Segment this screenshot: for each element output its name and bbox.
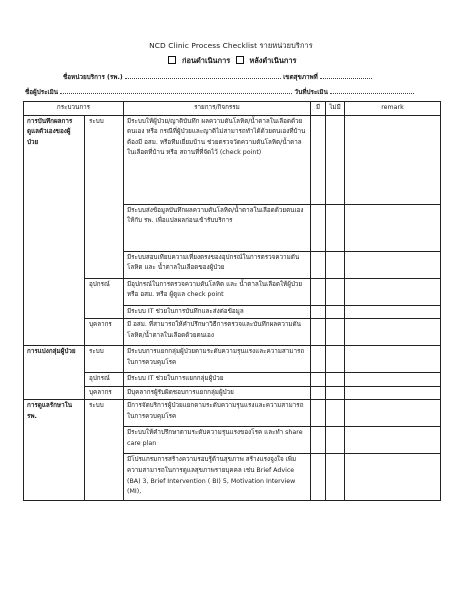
checkbox-before[interactable] [168, 56, 176, 64]
no-checkbox-cell[interactable] [326, 115, 345, 204]
table-row [24, 386, 441, 400]
yes-checkbox-cell[interactable] [311, 400, 326, 427]
yes-checkbox-cell[interactable] [311, 305, 326, 319]
system-cell: ระบบ [85, 400, 124, 501]
page-title: NCD Clinic Process Checklist รายหน่วยบริการ [149, 41, 313, 50]
process-cell: การบันทึกผลการดูแลตัวเองของผู้ป่วย [24, 115, 85, 346]
yes-checkbox-cell[interactable] [311, 319, 326, 346]
date-field[interactable] [330, 87, 414, 94]
assessor-field[interactable] [60, 87, 292, 94]
unit-field[interactable] [125, 72, 281, 79]
yes-checkbox-cell[interactable] [311, 115, 326, 204]
item-cell: มีระบบ IT ช่วยในการแยกกลุ่มผู้ป่วย [124, 373, 311, 387]
header-remark: remark [345, 102, 441, 116]
system-cell: อุปกรณ์ [85, 373, 124, 387]
no-checkbox-cell[interactable] [326, 319, 345, 346]
yes-checkbox-cell[interactable] [311, 346, 326, 373]
system-cell: ระบบ [85, 115, 124, 278]
header-no: ไม่มี [326, 102, 345, 116]
no-checkbox-cell[interactable] [326, 373, 345, 387]
assessor-field-row [25, 87, 414, 97]
option-after-label: หลังดำเนินการ [249, 56, 297, 65]
no-checkbox-cell[interactable] [326, 251, 345, 278]
yes-checkbox-cell[interactable] [311, 386, 326, 400]
remark-cell[interactable] [345, 115, 441, 204]
assessment-options [0, 55, 462, 67]
item-cell: มีบุคลากรผู้รับผิดชอบการแยกกลุ่มผู้ป่วย [124, 386, 311, 400]
table-row [24, 346, 441, 373]
header-process: กระบวนการ [24, 102, 124, 116]
header-yes: มี [311, 102, 326, 116]
item-cell: มีระบบให้ผู้ป่วย/ญาติบันทึก ผลความดันโลหิต/น้ำตาลในเลือดด้วยตนเอง หรือ กรณีที่ผู้ป่วยและญาติไม่สามารถทำได้ด้วยตนเองที่บ้าน ต้องมี อสม. หรือทีมเยี่ยมบ้าน ช่วยตรวจวัดความดันโลหิต/น้ำตาลในเลือดที่บ้าน หรือ สถานที่ที่จัดไว้ (check point) [124, 115, 311, 204]
item-cell: มีระบบให้คำปรึกษาตามระดับความรุนแรงของโรค และทำ share care plan [124, 427, 311, 454]
checkbox-after[interactable] [236, 56, 244, 64]
table-row [24, 115, 441, 204]
remark-cell[interactable] [345, 278, 441, 305]
header-item: รายการ/กิจกรรม [124, 102, 311, 116]
region-field[interactable] [320, 72, 372, 79]
remark-cell[interactable] [345, 427, 441, 454]
no-checkbox-cell[interactable] [326, 278, 345, 305]
item-cell: มีระบบสอบเทียบความเที่ยงตรงของอุปกรณ์ในการตรวจความดันโลหิต และ น้ำตาลในเลือดของผู้ป่วย [124, 251, 311, 278]
no-checkbox-cell[interactable] [326, 386, 345, 400]
yes-checkbox-cell[interactable] [311, 373, 326, 387]
table-row [24, 400, 441, 427]
date-label: วันที่ประเมิน [294, 89, 328, 96]
region-label: เขตสุขภาพที่ [283, 74, 318, 81]
system-cell: อุปกรณ์ [85, 278, 124, 319]
remark-cell[interactable] [345, 346, 441, 373]
system-cell: ระบบ [85, 346, 124, 373]
no-checkbox-cell[interactable] [326, 305, 345, 319]
item-cell: มีอุปกรณ์ในการตรวจความดันโลหิต และ น้ำตาลในเลือดให้ผู้ป่วย หรือ อสม. หรือ ผู้ดูแล check point [124, 278, 311, 305]
table-row [24, 373, 441, 387]
yes-checkbox-cell[interactable] [311, 454, 326, 501]
remark-cell[interactable] [345, 305, 441, 319]
remark-cell[interactable] [345, 454, 441, 501]
yes-checkbox-cell[interactable] [311, 251, 326, 278]
yes-checkbox-cell[interactable] [311, 427, 326, 454]
process-cell: การแบ่งกลุ่มผู้ป่วย [24, 346, 85, 400]
item-cell: มีการจัดบริการผู้ป่วยแยกตามระดับความรุนแรงและความสามารถในการควบคุมโรค [124, 400, 311, 427]
system-cell: บุคลากร [85, 319, 124, 346]
item-cell: มีโปรแกรมการสร้างความรอบรู้ด้านสุขภาพ สร้างแรงจูงใจ เพิ่มความสามารถในการดูแลสุขภาพรายบุคคล เช่น Brief Advice (BA) 3, Brief Intervention ( BI) 5, Motivation Interview (MI), [124, 454, 311, 501]
item-cell: มีระบบการแยกกลุ่มผู้ป่วยตามระดับความรุนแรงและความสามารถในการควบคุมโรค [124, 346, 311, 373]
unit-field-row [63, 72, 372, 82]
no-checkbox-cell[interactable] [326, 427, 345, 454]
no-checkbox-cell[interactable] [326, 204, 345, 251]
table-row [24, 319, 441, 346]
remark-cell[interactable] [345, 400, 441, 427]
item-cell: มี อสม. ที่สามารถให้คำปรึกษาวิธีการตรวจและบันทึกผลความดันโลหิต/น้ำตาลในเลือดด้วยตนเอง [124, 319, 311, 346]
system-cell: บุคลากร [85, 386, 124, 400]
unit-label: ชื่อหน่วยบริการ (รพ.) [63, 74, 123, 81]
remark-cell[interactable] [345, 251, 441, 278]
yes-checkbox-cell[interactable] [311, 204, 326, 251]
no-checkbox-cell[interactable] [326, 400, 345, 427]
item-cell: มีระบบ IT ช่วยในการบันทึกและส่งต่อข้อมูล [124, 305, 311, 319]
assessor-label: ชื่อผู้ประเมิน [25, 89, 59, 96]
remark-cell[interactable] [345, 204, 441, 251]
table-header-row [24, 102, 441, 116]
remark-cell[interactable] [345, 373, 441, 387]
no-checkbox-cell[interactable] [326, 454, 345, 501]
no-checkbox-cell[interactable] [326, 346, 345, 373]
process-cell: การดูแลรักษาใน รพ. [24, 400, 85, 501]
item-cell: มีระบบส่งข้อมูลบันทึกผลความดันโลหิต/น้ำตาลในเลือดด้วยตนเองให้กับ รพ. เพื่อแปลผลก่อนเข้ารับบริการ [124, 204, 311, 251]
remark-cell[interactable] [345, 319, 441, 346]
table-row [24, 278, 441, 305]
remark-cell[interactable] [345, 386, 441, 400]
option-before-label: ก่อนดำเนินการ [182, 56, 231, 65]
checklist-table [23, 101, 441, 501]
yes-checkbox-cell[interactable] [311, 278, 326, 305]
